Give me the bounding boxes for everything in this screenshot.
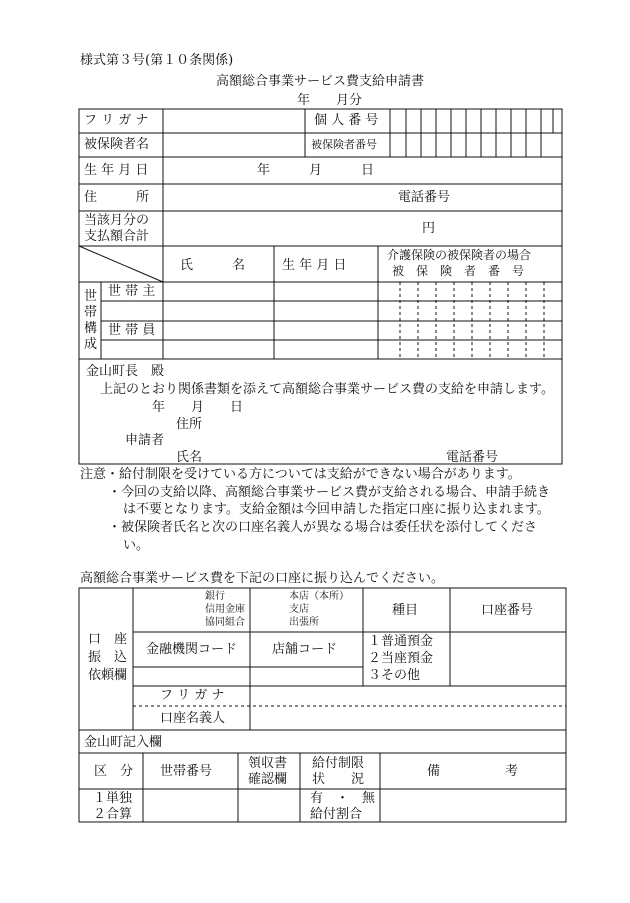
branch-type-3: 出張所: [289, 617, 319, 628]
branch-type-2: 支店: [289, 604, 309, 615]
category-option-1[interactable]: １単独: [93, 791, 133, 806]
town-col-household-no: 世帯番号: [160, 764, 213, 779]
account-type-1[interactable]: １普通預金: [368, 634, 434, 649]
period-label: 年 月分: [297, 93, 363, 108]
household-col-care-1: 介護保険の被保険者の場合: [387, 248, 532, 262]
town-col-remarks: 備 考: [427, 764, 519, 779]
town-receipt-field[interactable]: [238, 789, 300, 822]
town-col-category: 区 分: [94, 764, 134, 779]
branch-code-field[interactable]: [250, 667, 363, 686]
form-title: 高額総合事業サービス費支給申請書: [216, 74, 425, 89]
town-household-no-field[interactable]: [143, 789, 238, 822]
account-number-field[interactable]: [450, 632, 566, 686]
declaration-address-label: 住所: [176, 417, 203, 432]
branch-name-field[interactable]: [250, 588, 363, 632]
address-field[interactable]: [163, 184, 393, 211]
bank-side-2: 振 込: [88, 650, 128, 665]
form-number: 様式第３号(第１０条関係): [80, 53, 234, 68]
inst-type-3: 協同組合: [205, 617, 245, 628]
personal-number-field[interactable]: [390, 109, 562, 133]
bank-side-3: 依頼欄: [88, 668, 128, 683]
bank-intro: 高額総合事業サービス費を下記の口座に振り込んでください。: [80, 571, 445, 586]
institution-code-field[interactable]: [133, 667, 250, 686]
category-option-2[interactable]: ２合算: [93, 807, 133, 822]
holder-furigana-field[interactable]: [250, 686, 566, 706]
household-side-1: 世: [84, 289, 98, 304]
account-type-2[interactable]: ２当座預金: [368, 651, 434, 666]
inst-type-1: 銀行: [205, 591, 225, 602]
holder-furigana-label: フ リ ガ ナ: [160, 688, 225, 703]
town-col-receipt-1: 領収書: [248, 756, 288, 771]
town-remarks-field[interactable]: [380, 789, 566, 822]
birth-date-label: 生 年 月 日: [84, 163, 149, 178]
branch-code-label: 店舗コード: [272, 642, 338, 657]
branch-type-1: 本店（本所）: [289, 591, 349, 602]
note-2a: ・今回の支給以降、高額総合事業サービス費が支給される場合、申請手続き: [108, 485, 551, 500]
town-col-receipt-2: 確認欄: [248, 772, 288, 787]
note-1: 注意・給付制限を受けている方については支給ができない場合があります。: [80, 467, 521, 482]
insured-number-label: 被保険者番号: [311, 138, 377, 151]
household-member-rows[interactable]: [163, 301, 562, 359]
household-side-2: 帯: [84, 305, 98, 320]
declaration-date[interactable]: 年 月 日: [152, 400, 244, 415]
phone-label: 電話番号: [398, 190, 451, 205]
payment-total-field[interactable]: [163, 211, 413, 246]
town-col-restrict-2: 状 況: [312, 772, 365, 787]
household-side-3: 構: [84, 321, 98, 336]
note-3a: ・被保険者氏名と次の口座名義人が異なる場合は委任状を添付してくださ: [108, 520, 538, 535]
furigana-label: フ リ ガ ナ: [84, 113, 149, 128]
benefit-rate-label: 給付割合: [310, 807, 363, 822]
yen-unit: 円: [422, 221, 436, 236]
household-col-birth: 生 年 月 日: [282, 258, 347, 273]
declaration-name-label: 氏名: [176, 450, 203, 465]
household-head-row[interactable]: [163, 282, 562, 301]
declaration-phone-label: 電話番号: [446, 450, 499, 465]
account-type-3[interactable]: ３その他: [368, 668, 421, 683]
addressee: 金山町長 殿: [86, 364, 165, 379]
insured-number-field[interactable]: [390, 133, 562, 157]
household-head-label: 世 帯 主: [108, 284, 156, 299]
furigana-field[interactable]: [163, 109, 305, 133]
note-2b: は不要となります。支給金額は今回申請した指定口座に振り込まれます。: [123, 502, 550, 517]
applicant-label: 申請者: [125, 433, 165, 448]
birth-date-field[interactable]: 年 月 日: [257, 163, 375, 178]
address-label: 住 所: [84, 190, 150, 205]
restriction-status[interactable]: 有 ・ 無: [310, 791, 376, 806]
insured-name-label: 被保険者名: [84, 137, 150, 152]
holder-name-field[interactable]: [250, 706, 566, 730]
type-header: 種目: [392, 603, 419, 618]
payment-total-label-1: 当該月分の: [84, 213, 150, 228]
insured-name-field[interactable]: [163, 133, 305, 157]
declaration-statement: 上記のとおり関係書類を添えて高額総合事業サービス費の支給を申請します。: [100, 382, 554, 397]
bank-side-1: 口 座: [88, 632, 128, 647]
town-section-title: 金山町記入欄: [84, 735, 163, 750]
holder-label: 口座名義人: [160, 711, 226, 726]
household-col-name: 氏 名: [180, 258, 246, 273]
account-number-header: 口座番号: [481, 603, 534, 618]
personal-number-label: 個 人 番 号: [314, 113, 379, 128]
institution-code-label: 金融機関コード: [146, 642, 238, 657]
household-member-label: 世 帯 員: [108, 323, 156, 338]
bank-name-field[interactable]: [133, 588, 250, 632]
note-3b: い。: [123, 538, 150, 553]
payment-total-label-2: 支払額合計: [84, 229, 150, 244]
household-side-4: 成: [84, 337, 98, 352]
inst-type-2: 信用金庫: [205, 604, 245, 615]
household-col-care-2: 被 保 険 者 番 号: [392, 264, 525, 278]
town-col-restrict-1: 給付制限: [312, 756, 365, 771]
